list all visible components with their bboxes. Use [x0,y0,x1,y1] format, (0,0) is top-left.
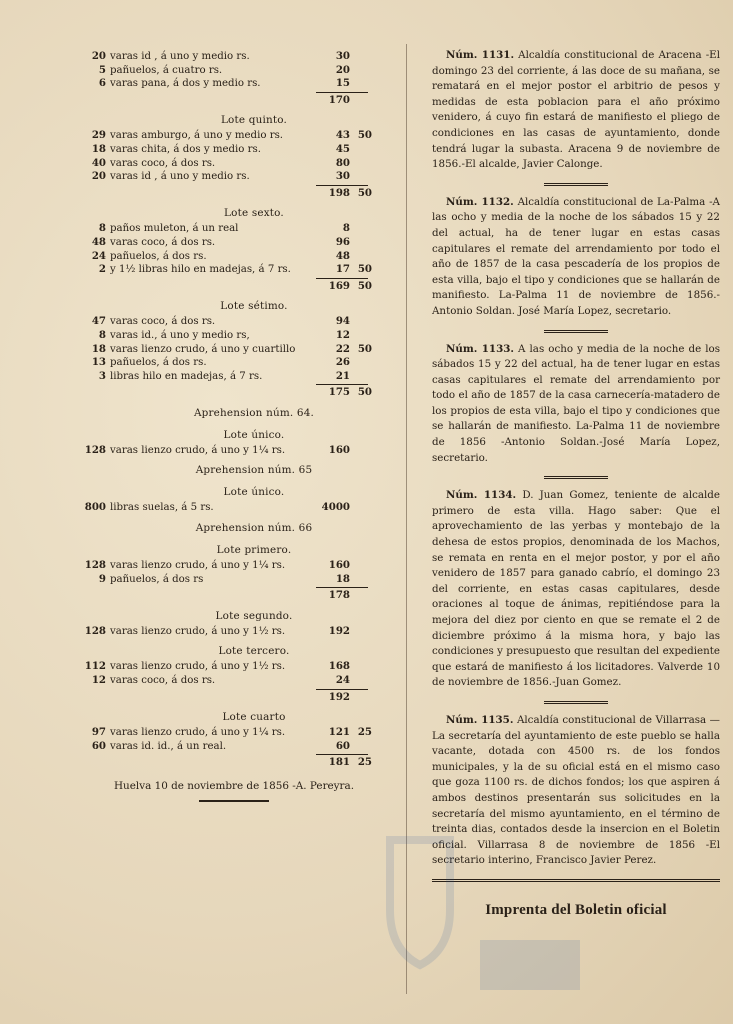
item-description: libras hilo en madejas, á 7 rs. [110,370,263,382]
item-quantity: 8 [98,222,106,235]
notice-text: D. Juan Gomez, teniente de alcalde primero de esta villa. Hago saber: Que el aprovechamiento de las yerbas y montebajo de la dehesa de estos propios, denominada de los Machos, se remata en renta en el mejor postor, y por el año venidero de 1857 para ganado cabrío, el domingo 23 del corriente, en estas casas capitulares, desde oraciones al toque de ánimas, repitiéndose para la mejora del diez por ciento en que se remate el 2 de diciembre próximo á la misma hora, y bajo las condiciones y presupuesto que resultan del expediente que estará de manifiesto á los licitadores. Valverde 10 de noviembre de 1856.-Juan Gomez. [432,489,720,689]
lot-item-row [84,170,384,184]
item-quantity: 8 [98,328,106,341]
item-reales: 20 [335,63,350,76]
item-quantity: 40 [91,156,106,169]
item-reales: 121 [328,726,350,739]
item-description: pañuelos, á dos rs [110,573,204,585]
lot-total-row [84,756,384,770]
lot-item-row [84,559,384,573]
item-description: varas coco, á dos rs. [110,236,216,248]
item-description: pañuelos, á dos rs. [110,357,207,369]
notice-text: Alcaldía constitucional de La-Palma -A las ocho y media de la noche de los sábados 15 y 22 del actual, ha de tener lugar en estas casas capitulares el remate del arrendamiento por todo el año de 1857 de la casa pescadería de los propios de esta villa, bajo el tipo y condiciones que se hallarán de manifiesto. La-Palma 11 de noviembre de 1856.-Antonio Soldan. José María Lopez, secretario. [432,195,720,317]
item-reales: 17 [335,263,350,276]
lot-item-row [84,129,384,143]
lot-item-row [84,50,384,64]
item-quantity: 20 [91,50,106,62]
item-quantity: 112 [84,660,106,673]
lot-item-row [84,64,384,78]
ornament-divider [84,792,384,810]
library-stamp-watermark [330,820,590,1010]
item-description: varas amburgo, á uno y medio rs. [110,130,284,142]
item-description: libras suelas, á 5 rs. [110,502,214,514]
ornament-divider [432,320,720,342]
item-reales: 80 [335,156,350,169]
lot-heading: Lote tercero. [218,645,290,658]
left-signature: Huelva 10 de noviembre de 1856 -A. Pereyra. [113,780,355,792]
notices-column [432,48,720,919]
lot-item-row [84,444,384,458]
notice-number: Núm. 1135. [446,713,514,726]
lot-item-row [84,674,384,688]
item-cents: 50 [357,263,372,276]
item-reales: 30 [335,50,350,62]
item-reales: 24 [335,674,350,687]
item-quantity: 18 [91,342,106,355]
item-cents: 25 [357,726,372,739]
item-description: varas lienzo crudo, á uno y 1½ rs. [110,625,286,637]
auction-lots-column [84,50,384,810]
lot-total-row [84,691,384,705]
total-reales: 169 [328,279,350,292]
total-cents: 50 [357,386,372,399]
item-reales: 168 [328,660,350,673]
ornament-divider [432,173,720,195]
item-description: varas id., á uno y medio rs, [110,329,250,341]
item-description: varas lienzo crudo, á uno y cuartillo [110,343,296,355]
item-reales: 30 [335,170,350,183]
item-description: varas chita, á dos y medio rs. [110,143,262,155]
item-reales: 15 [335,77,350,90]
item-reales: 60 [335,739,350,752]
item-reales: 26 [335,356,350,369]
item-reales: 8 [342,222,350,235]
item-quantity: 3 [98,369,106,382]
lot-heading: Lote único. [223,486,285,499]
item-cents: 50 [357,129,372,142]
item-description: varas pana, á dos y medio rs. [110,78,261,90]
notice-number: Núm. 1132. [446,195,514,208]
item-quantity: 18 [91,142,106,155]
item-description: pañuelos, á cuatro rs. [110,64,223,76]
item-quantity: 47 [91,315,106,328]
lot-heading: Lote cuarto [222,711,286,724]
item-description: varas id , á uno y medio rs. [110,171,250,183]
notice-text: Alcaldía constitucional de Villarrasa —La secretaría del ayuntamiento de este pueblo se halla vacante, dotada con 4500 rs. de los fondos municipales, y la de su oficial está en el mismo caso que goza 1100 rs. de dichos fondos; los que aspiren á ambos destinos presentarán sus solicitudes en la secretaría del mismo ayuntamiento, en el término de treinta dias, contados desde la insercion en el Boletin oficial. Villarrasa 8 de noviembre de 1856 -El secretario interino, Francisco Javier Perez. [432,713,720,867]
notice-number: Núm. 1133. [446,342,514,355]
total-reales: 192 [328,690,350,703]
item-quantity: 24 [91,249,106,262]
notice-number: Núm. 1134. [446,489,517,502]
lot-heading: Aprehension núm. 66 [195,522,313,535]
item-description: varas coco, á dos rs. [110,316,216,328]
item-reales: 45 [335,142,350,155]
lot-heading: Aprehension núm. 65 [195,464,313,477]
lot-heading: Lote primero. [216,544,292,557]
lot-item-row [84,343,384,357]
lot-heading: Aprehension núm. 64. [193,406,315,419]
lot-item-row [84,222,384,236]
lot-item-row [84,501,384,515]
item-quantity: 2 [98,263,106,276]
item-description: varas coco, á dos rs. [110,157,216,169]
item-description: varas lienzo crudo, á uno y 1¼ rs. [110,444,286,456]
total-reales: 170 [328,93,350,106]
item-reales: 192 [328,624,350,637]
lot-heading: Lote sétimo. [220,300,288,313]
lot-item-row [84,157,384,171]
item-description: varas id , á uno y medio rs. [110,51,250,62]
lot-item-row [84,315,384,329]
item-reales: 96 [335,235,350,248]
item-reales: 18 [335,572,350,585]
item-reales: 4000 [321,501,350,514]
item-quantity: 5 [98,63,106,76]
notice-number: Núm. 1131. [446,49,515,61]
lot-item-row [84,250,384,264]
lot-item-row [84,356,384,370]
lot-item-row [84,236,384,250]
item-reales: 160 [328,559,350,572]
item-reales: 21 [335,369,350,382]
item-reales: 12 [335,328,350,341]
notice-text: A las ocho y media de la noche de los sábados 15 y 22 del actual, ha de tener lugar en estas casas capitulares el remate del arrendamiento por todo el año de 1857 de la casa carnecería-matadero de los propios de esta villa, bajo el tipo y condiciones que se hallarán de manifiesto. La-Palma 11 de noviembre de 1856 -Antonio Soldan.-José María Lopez, secretario. [432,342,720,464]
item-description: varas lienzo crudo, á uno y 1¼ rs. [110,560,286,572]
item-reales: 48 [335,249,350,262]
notice-1131 [432,48,720,173]
lot-item-row [84,740,384,754]
item-quantity: 29 [91,129,106,142]
item-description: varas id. id., á un real. [110,740,227,752]
item-description: paños muleton, á un real [110,223,239,235]
lot-item-row [84,77,384,91]
lot-item-row [84,660,384,674]
notice-text: Alcaldía constitucional de Aracena -El domingo 23 del corriente, á las doce de su mañana, se rematará en el mejor postor el arbitrio de pesos y medidas de esta poblacion para el año próximo venidero, á cuyo fin estará de manifiesto el pliego de condiciones en las casas de ayuntamiento, donde tendrá lugar la subasta. Aracena 9 de noviembre de 1856.-El alcalde, Javier Calonge. [432,49,720,171]
item-reales: 22 [335,342,350,355]
ornament-divider [432,691,720,713]
item-quantity: 20 [91,170,106,183]
item-quantity: 13 [91,356,106,369]
total-reales: 198 [328,186,350,199]
total-reales: 181 [328,756,350,769]
item-quantity: 128 [84,443,106,456]
item-description: varas lienzo crudo, á uno y 1¼ rs. [110,727,286,739]
item-quantity: 128 [84,624,106,637]
lot-item-row [84,573,384,587]
item-quantity: 9 [98,572,106,585]
item-quantity: 60 [91,739,106,752]
lot-total-row [84,386,384,400]
notice-1133 [432,342,720,467]
item-description: pañuelos, á dos rs. [110,250,207,262]
item-cents: 50 [357,342,372,355]
printer-imprint: Imprenta del Boletin oficial [485,901,667,918]
notice-1134 [432,488,720,691]
total-cents: 50 [357,279,372,292]
lot-item-row [84,726,384,740]
item-quantity: 48 [91,235,106,248]
lot-total-row [84,187,384,201]
item-description: varas coco, á dos rs. [110,675,216,687]
lot-total-row [84,280,384,294]
notice-1132 [432,195,720,320]
total-cents: 50 [357,186,372,199]
lot-total-row [84,94,384,108]
total-reales: 175 [328,386,350,399]
lot-item-row [84,329,384,343]
lot-heading: Lote segundo. [215,609,293,622]
item-quantity: 6 [98,77,106,90]
item-reales: 160 [328,443,350,456]
item-quantity: 128 [84,559,106,572]
lot-heading: Lote sexto. [224,207,284,220]
lot-item-row [84,263,384,277]
ornament-divider [432,466,720,488]
item-description: varas lienzo crudo, á uno y 1½ rs. [110,661,286,673]
total-reales: 178 [328,589,350,602]
lot-item-row [84,143,384,157]
item-reales: 43 [335,129,350,142]
item-reales: 94 [335,315,350,328]
total-cents: 25 [357,756,372,769]
item-description: y 1½ libras hilo en madejas, á 7 rs. [110,264,291,276]
item-quantity: 12 [91,674,106,687]
item-quantity: 800 [84,501,106,514]
lot-total-row [84,589,384,603]
lot-item-row [84,370,384,384]
lot-heading: Lote único. [223,428,285,441]
item-quantity: 97 [91,726,106,739]
lot-item-row [84,625,384,639]
lot-heading: Lote quinto. [220,114,288,127]
